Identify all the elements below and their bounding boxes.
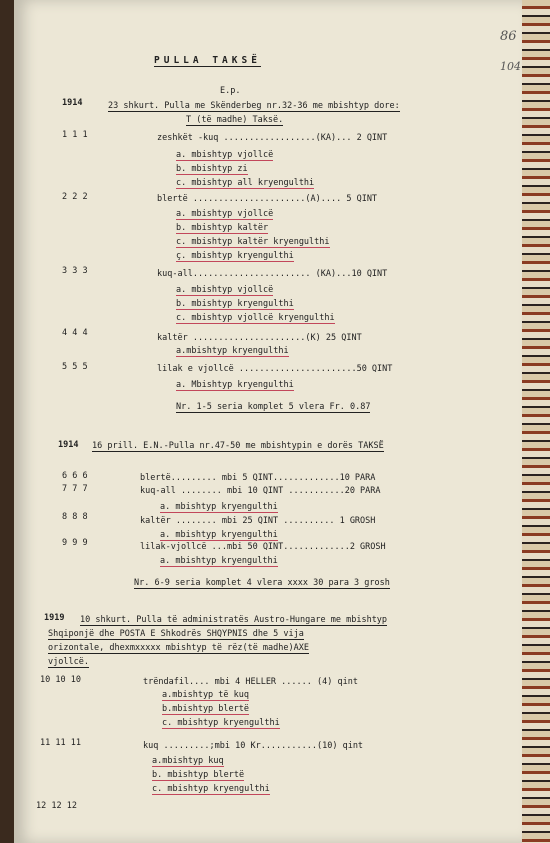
stamp-numbers: 11 11 11 [40,738,81,748]
stamp-numbers: 12 12 12 [36,801,77,811]
page-number-handwritten: 86 [500,29,517,44]
stamp-description: lilak-vjollcë ...mbi 50 QINT.............2 GROSH [140,542,386,552]
variant-line: a.mbishtyp kuq [152,756,224,766]
stamp-description: blertë ......................(A).... 5 QINT [157,194,378,204]
variant-line: c. mbishtyp kryengulthi [162,718,280,728]
page-subnumber-handwritten: 104 [500,60,521,73]
variant-line: a.mbishtyp kryengulthi [176,346,289,356]
variant-line: b.mbishtyp blertë [162,704,249,714]
stamp-numbers: 4 4 4 [62,328,88,338]
variant-line: a.mbishtyp të kuq [162,690,249,700]
book-edge [522,0,550,843]
variant-line: c. mbishtyp vjollcë kryengulthi [176,313,335,323]
variant-line: b. mbishtyp kryengulthi [176,299,294,309]
typed-page [14,0,522,843]
variant-line: b. mbishtyp zi [176,164,248,174]
variant-line: a. Mbishtyp kryengulthi [176,380,294,390]
stamp-numbers: 2 2 2 [62,192,88,202]
stamp-description: kaltër ......................(K) 25 QINT [157,333,362,343]
variant-line: a. mbishtyp vjollcë [176,285,274,295]
variant-line: a. mbishtyp vjollcë [176,209,274,219]
section-2-year: 1914 [58,440,79,450]
section-2-heading: 16 prill. E.N.-Pulla nr.47-50 me mbishtypin e dorës TAKSË [92,441,384,451]
stamp-numbers: 6 6 6 [62,471,88,481]
variant-line: a. mbishtyp vjollcë [176,150,274,160]
variant-line: a. mbishtyp kryengulthi [160,530,278,540]
section-1-heading-line1: 23 shkurt. Pulla me Skënderbeg nr.32-36 me mbishtyp dore: [108,101,400,111]
series-summary: Nr. 1-5 seria komplet 5 vlera Fr. 0.87 [176,402,371,412]
variant-line: b. mbishtyp kaltër [176,223,269,233]
section-1-heading-line2: T (të madhe) Taksë. [186,115,284,125]
stamp-description: zeshkët -kuq ..................(KA)... 2 QINT [157,133,388,143]
stamp-numbers: 7 7 7 [62,484,88,494]
page-title: PULLA TAKSË [154,55,261,66]
variant-line: c. mbishtyp kryengulthi [152,784,270,794]
stamp-description: kaltër ........ mbi 25 QINT .......... 1 GROSH [140,516,376,526]
stamp-description: kuq-all....................... (KA)...10 QINT [157,269,388,279]
section-3-heading-line2: Shqiponjë dhe POSTA E Shkodrës SHQYPNIS dhe 5 vija [48,629,304,639]
stamp-description: trëndafil.... mbi 4 HELLER ...... (4) qint [143,677,358,687]
stamp-numbers: 5 5 5 [62,362,88,372]
stamp-description: lilak e vjollcë .......................50 QINT [157,364,393,374]
stamp-description: blertë......... mbi 5 QINT.............10 PARA [140,473,376,483]
stamp-description: kuq .........;mbi 10 Kr...........(10) qint [143,741,364,751]
section-3-heading-line1: 10 shkurt. Pulla të administratës Austro-Hungare me mbishtyp [80,615,388,625]
variant-line: ç. mbishtyp kryengulthi [176,251,294,261]
stamp-numbers: 10 10 10 [40,675,81,685]
variant-line: b. mbishtyp blertë [152,770,245,780]
stamp-numbers: 1 1 1 [62,130,88,140]
stamp-numbers: 3 3 3 [62,266,88,276]
section-3-heading-line3: orizontale, dhexmxxxxx mbishtyp të rëz(të madhe)AXE [48,643,309,653]
series-summary: Nr. 6-9 seria komplet 4 vlera xxxx 30 para 3 grosh [134,578,390,588]
stamp-numbers: 8 8 8 [62,512,88,522]
variant-line: c. mbishtyp kaltër kryengulthi [176,237,330,247]
section-3-year: 1919 [44,613,65,623]
variant-line: a. mbishtyp kryengulthi [160,556,278,566]
variant-line: a. mbishtyp kryengulthi [160,502,278,512]
section-3-heading-line4: vjollcë. [48,657,89,667]
stamp-numbers: 9 9 9 [62,538,88,548]
section-1-year: 1914 [62,98,83,108]
variant-line: c. mbishtyp all kryengulthi [176,178,315,188]
stamp-description: kuq-all ........ mbi 10 QINT ...........20 PARA [140,486,381,496]
ep-label: E.p. [220,86,241,96]
